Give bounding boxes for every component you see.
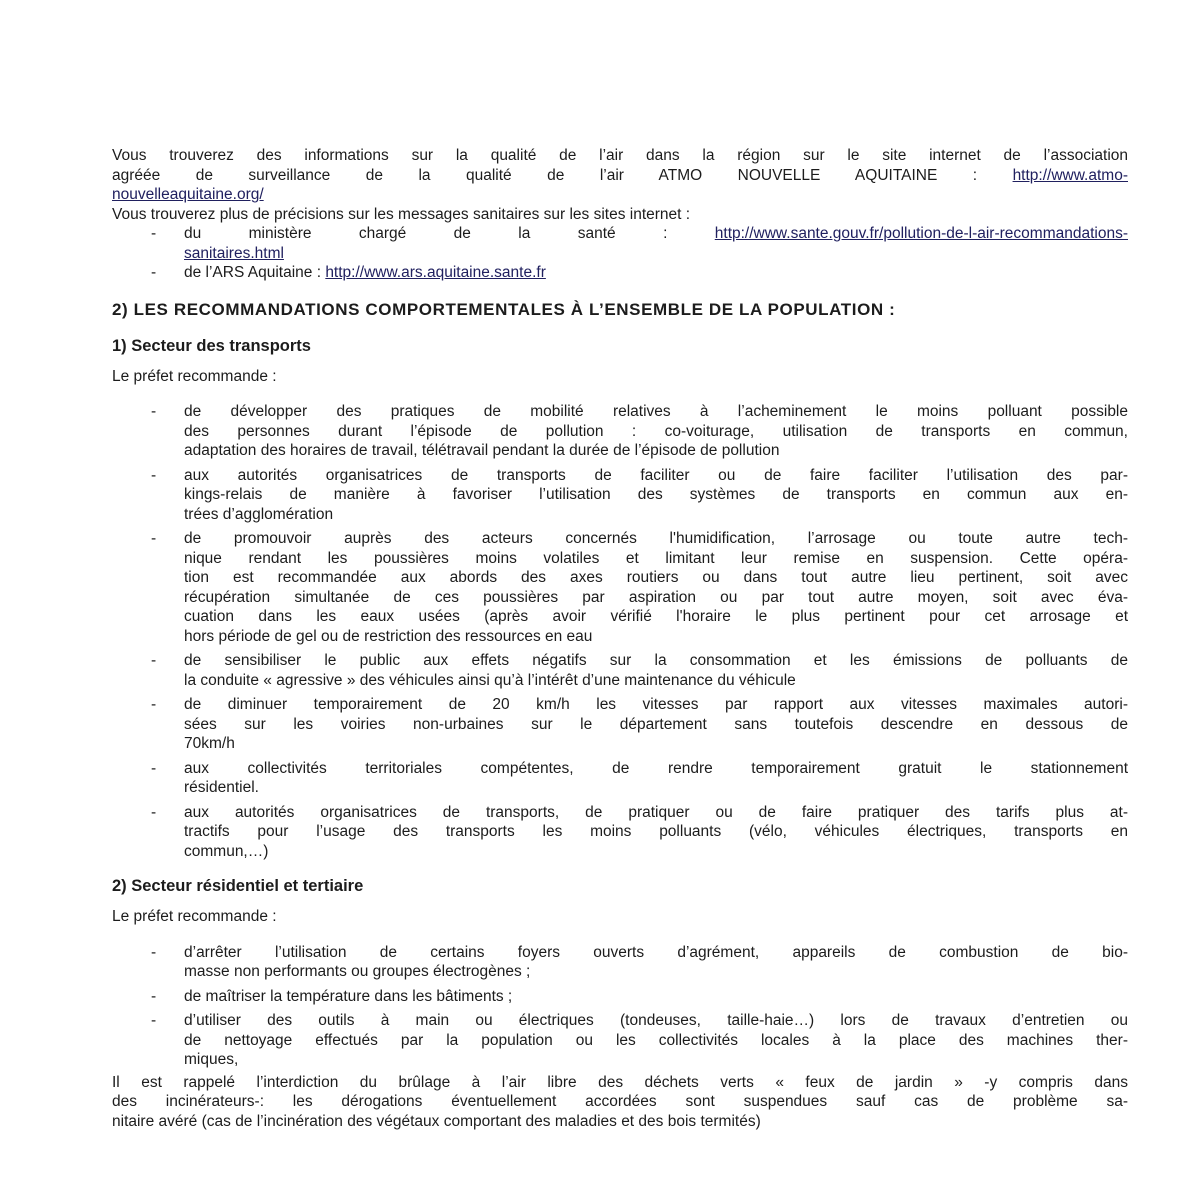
text-segment: de diminuer temporairement de 20 km/h les vitesses par rapport aux vitesses maximales autori- (184, 696, 1128, 713)
text-segment: de développer des pratiques de mobilité relatives à l’acheminement le moins polluant possible (184, 403, 1128, 420)
text-segment: de sensibiliser le public aux effets négatifs sur la consommation et les émissions de polluants de (184, 652, 1128, 669)
text-segment: 70km/h (184, 735, 235, 752)
text-segment: sées sur les voiries non-urbaines sur le département sans toutefois descendre en dessous de (184, 715, 1128, 733)
text-line (184, 505, 1128, 525)
bullet-dash: - (151, 943, 157, 961)
text-line (184, 671, 1128, 691)
bullet-dash: - (151, 696, 157, 713)
intro-paragraph-air-quality (112, 146, 1128, 205)
bullet-humidification (112, 529, 1128, 646)
text-line (184, 803, 1128, 823)
text-segment: Il est rappelé l’interdiction du brûlage à l’air libre des déchets verts « feux de jardin » -y compris dans (112, 1073, 1128, 1091)
text-line (184, 1011, 1128, 1031)
bullet-vitesses (112, 695, 1128, 754)
text-line (184, 402, 1128, 422)
bullet-text (184, 529, 1128, 646)
bullet-text (184, 466, 1128, 525)
text-line (184, 962, 1128, 982)
subheading-secteur-residentiel (112, 876, 1128, 896)
text-line (112, 1073, 1128, 1093)
text-segment: miques, (184, 1051, 239, 1068)
text-line (184, 778, 1128, 798)
text-segment: Vous trouverez des informations sur la qualité de l’air dans la région sur le site internet de l’association (112, 147, 1128, 164)
bullet-dash: - (151, 1012, 157, 1029)
text-segment: hors période de gel ou de restriction des ressources en eau (184, 627, 593, 645)
text-line (184, 987, 1128, 1007)
hyperlink[interactable]: http://www.atmo- (1012, 166, 1128, 184)
text-line (112, 146, 1128, 166)
text-line (184, 263, 1128, 283)
text-line (112, 1112, 1128, 1132)
text-segment: résidentiel. (184, 779, 259, 796)
text-segment: 2) Secteur résidentiel et tertiaire (112, 877, 364, 895)
text-segment: des personnes durant l’épisode de pollution : co-voiturage, utilisation de transports en commun, (184, 422, 1128, 440)
text-segment: aux collectivités territoriales compétentes, de rendre temporairement gratuit le stationnement (184, 759, 1128, 777)
text-line (184, 485, 1128, 505)
text-line (184, 244, 1128, 264)
bullet-tarifs-attractifs (112, 803, 1128, 862)
bullet-parkings-relais (112, 466, 1128, 525)
text-segment: de nettoyage effectués par la population ou les collectivités locales à la place des machines ther- (184, 1031, 1128, 1049)
text-line (112, 876, 1128, 896)
text-segment: 1) Secteur des transports (112, 336, 311, 355)
section-heading-recommandations (112, 299, 1128, 321)
text-line (184, 441, 1128, 461)
text-line (112, 166, 1128, 186)
document-content (112, 146, 1128, 1131)
bullet-text (184, 651, 1128, 690)
text-segment: de maîtriser la température dans les bâtiments ; (184, 987, 513, 1005)
text-line (184, 734, 1128, 754)
text-segment: cuation dans les eaux usées (après avoir vérifié l'horaire le plus pertinent pour cet arrosage et (184, 608, 1128, 625)
text-line (112, 1092, 1128, 1112)
text-segment: 2) LES RECOMMANDATIONS COMPORTEMENTALES À L’ENSEMBLE DE LA POPULATION : (112, 299, 896, 319)
text-segment: adaptation des horaires de travail, télétravail pendant la durée de l’épisode de pollution (184, 442, 780, 459)
bullet-lien-ars-aquitaine (112, 263, 1128, 283)
bullet-text (184, 803, 1128, 862)
bullet-stationnement (112, 759, 1128, 798)
text-segment: nitaire avéré (cas de l’incinération des végétaux comportant des maladies et des bois termités) (112, 1112, 761, 1130)
text-segment: agréée de surveillance de la qualité de l’air ATMO NOUVELLE AQUITAINE : (112, 166, 1013, 184)
text-segment: tractifs pour l’usage des transports les moins polluants (vélo, véhicules électriques, transports en (184, 823, 1128, 840)
bullet-text (184, 263, 1128, 283)
hyperlink[interactable]: sanitaires.html (184, 244, 284, 262)
bullet-text (184, 695, 1128, 754)
lead-prefet-recommande-1 (112, 367, 1128, 387)
lead-prefet-recommande-2 (112, 907, 1128, 927)
hyperlink[interactable]: http://www.sante.gouv.fr/pollution-de-l-air-recommandations- (714, 225, 1128, 242)
bullet-conduite-agressive (112, 651, 1128, 690)
subheading-secteur-transports (112, 336, 1128, 356)
text-line (184, 695, 1128, 715)
text-segment: Vous trouverez plus de précisions sur les messages sanitaires sur les sites internet : (112, 205, 691, 223)
text-line (184, 529, 1128, 549)
text-line (184, 607, 1128, 627)
intro-paragraph-messages-sanitaires (112, 205, 1128, 225)
text-segment: d’utiliser des outils à main ou électriques (tondeuses, taille-haie…) lors de travaux d’entretien ou (184, 1012, 1128, 1029)
text-line (184, 568, 1128, 588)
bullet-mobilite (112, 402, 1128, 461)
text-line (112, 907, 1128, 927)
text-line (184, 759, 1128, 779)
text-line (184, 715, 1128, 735)
bullet-dash: - (151, 225, 157, 242)
bullet-dash: - (151, 403, 157, 420)
text-line (184, 627, 1128, 647)
text-line (184, 549, 1128, 569)
text-line (112, 185, 1128, 205)
text-line (184, 224, 1128, 244)
bullet-dash: - (151, 466, 157, 484)
text-line (184, 842, 1128, 862)
text-segment: masse non performants ou groupes électrogènes ; (184, 963, 531, 980)
paragraph-interdiction-brulage (112, 1073, 1128, 1132)
bullet-foyers-ouverts (112, 943, 1128, 982)
bullet-dash: - (151, 264, 157, 281)
text-line (184, 588, 1128, 608)
hyperlink[interactable]: http://www.ars.aquitaine.sante.fr (325, 264, 546, 281)
bullet-text (184, 987, 1128, 1007)
bullet-dash: - (151, 652, 157, 669)
text-line (112, 336, 1128, 356)
hyperlink[interactable]: nouvelleaquitaine.org/ (112, 186, 264, 203)
bullet-text (184, 224, 1128, 263)
text-segment: commun,…) (184, 842, 269, 860)
text-segment: des incinérateurs-: les dérogations éventuellement accordées sont suspendues sauf cas de problème sa- (112, 1093, 1128, 1110)
text-segment: aux autorités organisatrices de transports, de pratiquer ou de faire pratiquer des tarifs plus at- (184, 803, 1128, 821)
text-segment: aux autorités organisatrices de transports de faciliter ou de faire faciliter l’utilisation des par- (184, 466, 1128, 484)
text-line (184, 651, 1128, 671)
text-segment: trées d’agglomération (184, 505, 334, 523)
text-segment: de l’ARS Aquitaine : (184, 264, 326, 281)
text-line (112, 367, 1128, 387)
text-segment: récupération simultanée de ces poussières par aspiration ou par tout autre moyen, soit avec éva- (184, 588, 1128, 606)
bullet-lien-ministere (112, 224, 1128, 263)
text-line (112, 205, 1128, 225)
text-line (184, 1031, 1128, 1051)
bullet-temperature (112, 987, 1128, 1007)
bullet-text (184, 402, 1128, 461)
text-segment: kings-relais de manière à favoriser l’utilisation des systèmes de transports en commun aux en- (184, 486, 1128, 503)
text-segment: la conduite « agressive » des véhicules ainsi qu’à l’intérêt d’une maintenance du véhicule (184, 671, 796, 689)
bullet-text (184, 943, 1128, 982)
bullet-text (184, 759, 1128, 798)
text-line (184, 466, 1128, 486)
text-segment: tion est recommandée aux abords des axes routiers ou dans tout autre lieu pertinent, soit avec (184, 569, 1128, 586)
text-line (184, 422, 1128, 442)
text-segment: de promouvoir auprès des acteurs concernés l'humidification, l’arrosage ou toute autre tech- (184, 530, 1128, 547)
bullet-text (184, 1011, 1128, 1070)
bullet-dash: - (151, 803, 157, 821)
text-segment: Le préfet recommande : (112, 367, 277, 385)
bullet-dash: - (151, 530, 157, 547)
bullet-outils-main (112, 1011, 1128, 1070)
text-segment: nique rendant les poussières moins volatiles et limitant leur remise en suspension. Cette opéra- (184, 549, 1128, 567)
text-segment: du ministère chargé de la santé : (184, 225, 715, 242)
text-line (112, 299, 1128, 321)
bullet-dash: - (151, 987, 157, 1005)
text-line (184, 943, 1128, 963)
text-segment: d’arrêter l’utilisation de certains foyers ouverts d’agrément, appareils de combustion de bio- (184, 943, 1128, 961)
text-segment: Le préfet recommande : (112, 908, 277, 925)
text-line (184, 822, 1128, 842)
bullet-dash: - (151, 759, 157, 777)
text-line (184, 1050, 1128, 1070)
